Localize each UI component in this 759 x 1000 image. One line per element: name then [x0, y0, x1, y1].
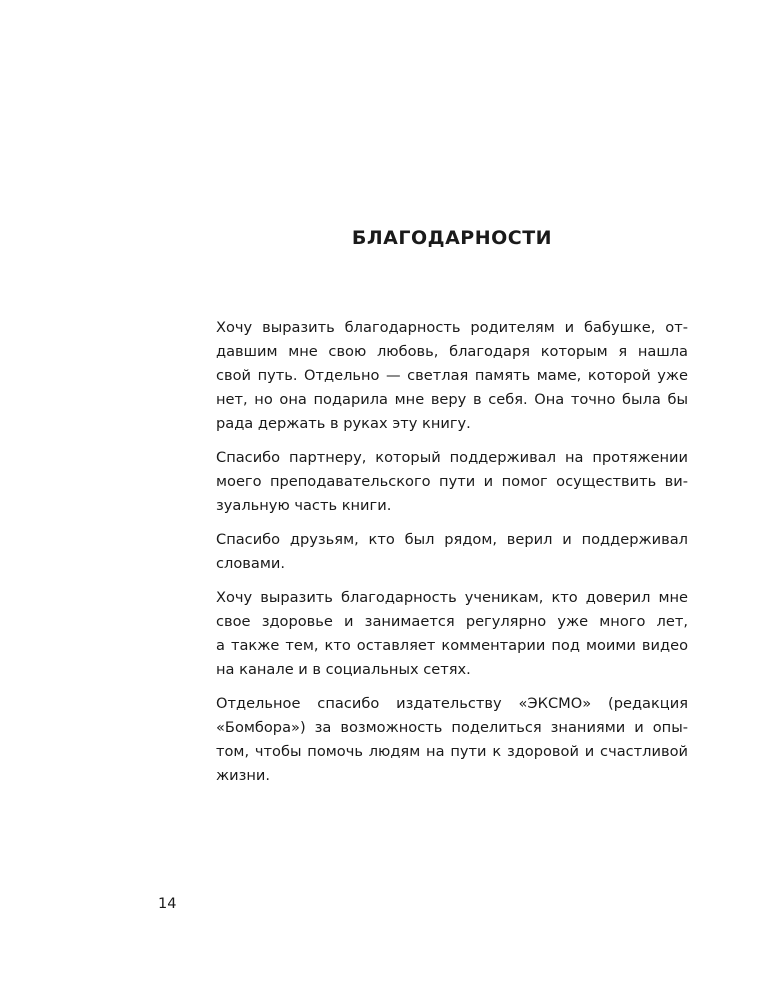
page-number: 14 [158, 896, 177, 912]
text-line: а также тем, кто оставляет комментарии под моими видео [216, 637, 688, 654]
paragraph [216, 692, 688, 788]
text-line: Отдельное спасибо издательству «ЭКСМО» (редакция [216, 695, 688, 712]
page-title: БЛАГОДАРНОСТИ [351, 227, 553, 249]
text-line: том, чтобы помочь людям на пути к здоровой и счастливой [216, 743, 688, 760]
paragraph [216, 316, 688, 436]
text-line: моего преподавательского пути и помог осуществить ви- [216, 473, 688, 490]
text-line: свой путь. Отдельно — светлая память маме, которой уже [216, 367, 688, 384]
text-line: Хочу выразить благодарность родителям и бабушке, от- [216, 319, 688, 336]
text-line: «Бомбора») за возможность поделиться знаниями и опы- [216, 719, 688, 736]
text-line: словами. [216, 555, 285, 572]
paragraph [216, 586, 688, 682]
text-line: нет, но она подарила мне веру в себя. Она точно была бы [216, 391, 688, 408]
text-line: рада держать в руках эту книгу. [216, 415, 471, 432]
paragraph [216, 446, 688, 518]
text-line: свое здоровье и занимается регулярно уже много лет, [216, 613, 688, 630]
text-line: Хочу выразить благодарность ученикам, кто доверил мне [216, 589, 688, 606]
text-line: на канале и в социальных сетях. [216, 661, 471, 678]
acknowledgements-body [216, 316, 688, 798]
text-line: давшим мне свою любовь, благодаря которым я нашла [216, 343, 688, 360]
text-line: Спасибо друзьям, кто был рядом, верил и поддерживал [216, 531, 688, 548]
paragraph [216, 528, 688, 576]
text-line: жизни. [216, 767, 271, 784]
text-line: зуальную часть книги. [216, 497, 392, 514]
text-line: Спасибо партнеру, который поддерживал на протяжении [216, 449, 688, 466]
